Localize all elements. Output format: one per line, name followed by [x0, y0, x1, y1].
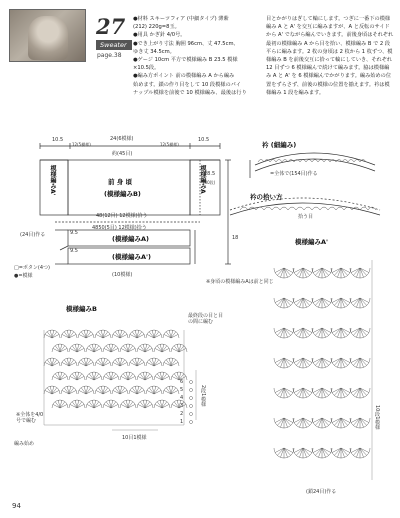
row-label-5: 5 — [180, 387, 184, 393]
chart-b-bottom: 10目1模様 — [122, 435, 147, 441]
chart-a-title: 模様編みA' — [295, 238, 329, 246]
dim-height-3: 18 — [232, 235, 239, 241]
dim-95-a: 9.5 — [70, 230, 78, 236]
spec-line: ●ゲージ 10cm 平方で模様編み B 23.5 模様 — [133, 57, 238, 64]
chart-b-side: ※全体を4/0号で編む — [16, 412, 44, 424]
left-side-label: 模様編みA' — [49, 165, 56, 196]
collar-pickup: 衿の拾い方 — [250, 193, 283, 201]
dim-top-sub: 約(45目) — [112, 151, 133, 157]
collar-title: 衿 (細編み) — [262, 141, 297, 149]
page-number: 94 — [12, 502, 21, 510]
spec-line: ナップル模様を前後で 10 模様編み、最後は行り — [133, 89, 247, 96]
dim-top-center: 24(6模様) — [110, 136, 134, 142]
front-pattern: (模様編みB) — [104, 190, 141, 198]
chart-b-note: 最終段の目と目の間に編む — [188, 313, 224, 325]
spec-line: ●材料 スキーツフィア (中細タイプ) 薄紫 — [133, 16, 229, 22]
left-side-mid: (24目)作る — [20, 232, 46, 238]
dim-height-1: 28.5 — [204, 171, 216, 177]
category-badge: Sweater — [96, 40, 132, 50]
chart-b-title: 模様編みB — [66, 305, 97, 313]
band-note: (10模様) — [112, 272, 133, 278]
dim-mid: 48(12目) 12模様)拾う — [96, 213, 148, 219]
collar-sub: =全体で(154目)作る — [270, 171, 318, 177]
chart-b-start: 編み始め — [14, 441, 35, 447]
row-label-3: 3 — [180, 403, 184, 409]
spec-line: ゆき丈 34.5cm。 — [133, 48, 175, 55]
dim-top-right: 10.5 — [198, 137, 210, 143]
instructions-text: 目とかがりはぎして輪にします。つぎに一番下の模様編み A と A' を交互に編みますが、A と反転のサイドから A' でながら編んでいきます。前後身頃はそれぞれ最初の模様編み A から目を拾い、模様編み B で 2 段平らに編みます。2 枚の身頃は 2 枚から 1 枚ずつ、模様編み B を前後交互に拾って輪にしていき、それぞれ 12 目ずつ 6 模様編んで続けて編みます。脇は模様編み A と A' を 6 模様編んでかがります。編み始めの位置をずらさず、前後の模様の位置を揃えます。衿は模様編み 1 段を編みます。 — [266, 16, 394, 96]
row-label-1: 1 — [180, 419, 184, 425]
pattern-number: 27 — [96, 14, 126, 39]
dim-sub-left: 12(5模様) — [72, 142, 91, 147]
chart-a-bottom: (鎖24目)作る — [306, 489, 337, 495]
chart-a-fans — [274, 268, 370, 458]
chart-b-fans — [44, 330, 187, 408]
collar-dim: 拾う目 — [298, 214, 314, 220]
spec-line: (212) 220g=8玉。 — [133, 24, 180, 31]
dim-top-left: 10.5 — [52, 137, 64, 143]
chart-a-side: 10段1模様 — [374, 405, 380, 430]
spec-line: ●でき上がり寸法 胸囲 96cm、丈 47.5cm、 — [133, 40, 239, 47]
row-note: 2段1模様 — [200, 385, 206, 407]
front-title: 前 身 頃 — [108, 178, 133, 186]
row-label-4: 4 — [180, 395, 184, 401]
spec-line: ×10.5段。 — [133, 65, 160, 72]
band-a-label: (模様編みA) — [112, 235, 149, 243]
note-left-1: □=ボタン(4つ) — [14, 265, 50, 271]
spec-line: ●編み方ポイント 前の模様編み A から編み — [133, 73, 235, 80]
note-left-2: ●=模様 — [14, 273, 33, 279]
row-label-2: 2 — [180, 411, 184, 417]
right-side-label: 模様編みA — [199, 165, 206, 194]
dim-sub-right: 12(5模様) — [160, 142, 179, 147]
note-right: ※身頃の模様編みAは前と同じ — [206, 279, 274, 285]
dim-body: 4850(5目) 12模様)拾う — [92, 225, 147, 231]
dim-height-2: (30段) — [203, 180, 216, 185]
dim-95-b: 9.5 — [70, 248, 78, 254]
row-label-6: 6 — [180, 379, 184, 385]
spec-line: 始めます。鎖の作り目をして 10 段模様のパイ — [133, 81, 242, 88]
spec-line: ●用具 かぎ針 4/0号。 — [133, 32, 186, 39]
band-b-label: (模様編みA') — [112, 253, 151, 261]
page-ref: page.38 — [97, 52, 122, 59]
